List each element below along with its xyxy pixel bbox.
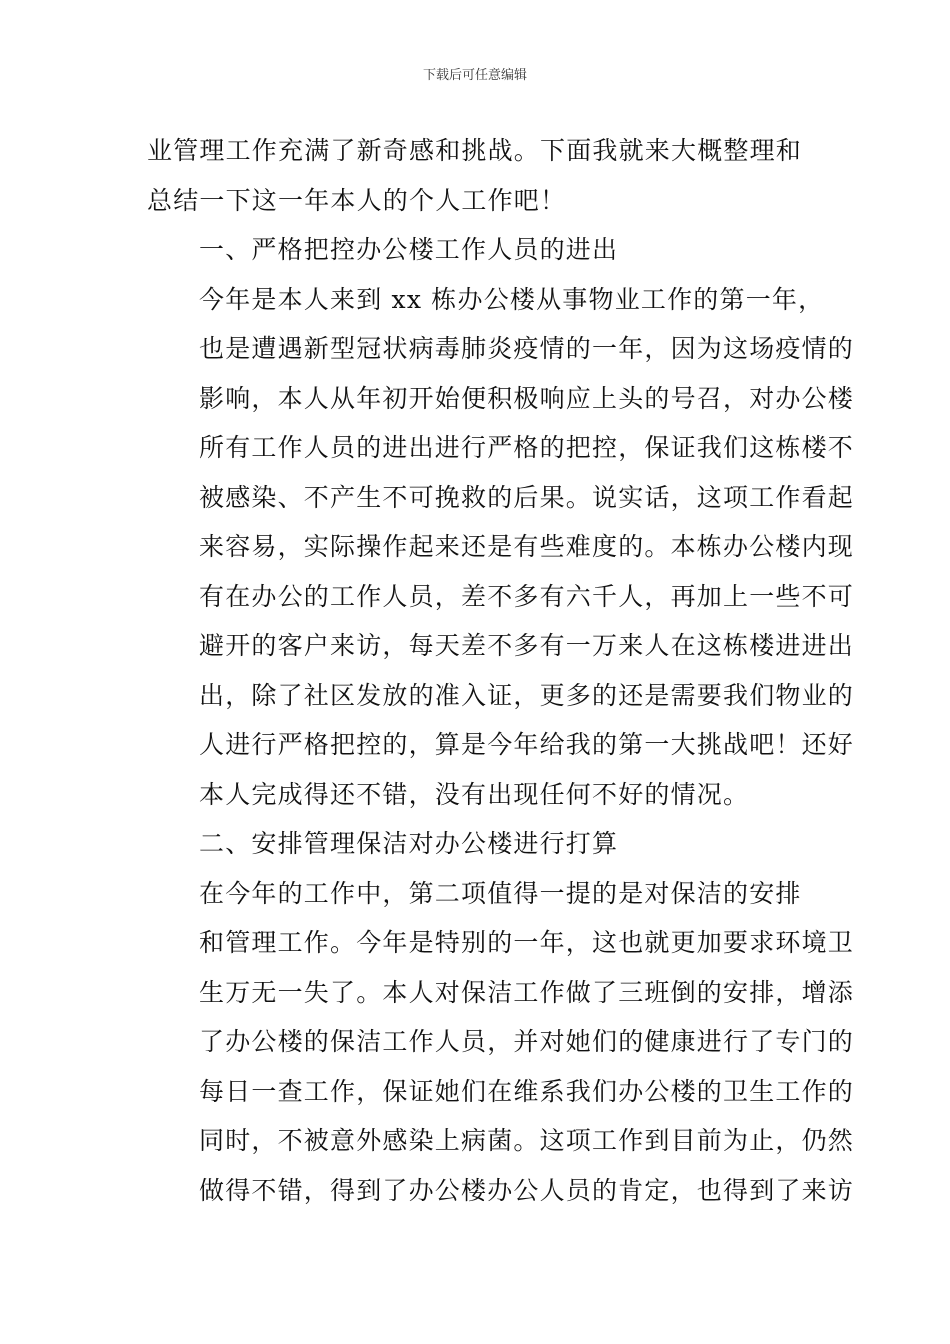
text-line: 来容易，实际操作起来还是有些难度的。本栋办公楼内现: [199, 532, 855, 561]
paragraph: [147, 225, 807, 275]
text-line: 做得不错，得到了办公楼办公人员的肯定，也得到了来访: [199, 1175, 855, 1205]
text-line: 影响，本人从年初开始便积极响应上头的号召，对办公楼: [199, 383, 855, 413]
paragraph: [147, 275, 855, 820]
text-line: 所有工作人员的进出进行严格的把控，保证我们这栋楼不: [199, 433, 855, 462]
text-line: 在今年的工作中，第二项值得一提的是对保洁的安排: [199, 878, 802, 908]
document-body: [147, 126, 855, 1215]
text-line: 有在办公的工作人员，差不多有六千人，再加上一些不可: [199, 581, 855, 611]
text-line: 总结一下这一年本人的个人工作吧！: [147, 185, 567, 215]
text-line: 今年是本人来到 xx 栋办公楼从事物业工作的第一年，: [199, 284, 825, 314]
text-line: 业管理工作充满了新奇感和挑战。下面我就来大概整理和: [147, 136, 803, 165]
text-line: 出，除了社区发放的准入证，更多的还是需要我们物业的: [199, 680, 855, 710]
text-line: 本人完成得还不错，没有出现任何不好的情况。: [199, 779, 750, 809]
page-header-note: 下载后可任意编辑: [422, 68, 527, 83]
paragraph: [147, 819, 807, 869]
text-line: 避开的客户来访，每天差不多有一万来人在这栋楼进进出: [199, 631, 855, 660]
text-line: 和管理工作。今年是特别的一年，这也就更加要求环境卫: [199, 928, 855, 957]
text-line: 也是遭遇新型冠状病毒肺炎疫情的一年，因为这场疫情的: [199, 334, 855, 363]
text-line: 二、安排管理保洁对办公楼进行打算: [199, 829, 619, 858]
text-line: 被感染、不产生不可挽救的后果。说实话，这项工作看起: [199, 482, 855, 512]
text-line: 一、严格把控办公楼工作人员的进出: [199, 235, 619, 264]
text-line: 同时，不被意外感染上病菌。这项工作到目前为止，仍然: [199, 1126, 855, 1155]
text-line: 生万无一失了。本人对保洁工作做了三班倒的安排，增添: [199, 977, 855, 1007]
text-line: 人进行严格把控的，算是今年给我的第一大挑战吧！还好: [199, 730, 855, 759]
text-line: 每日一查工作，保证她们在维系我们办公楼的卫生工作的: [199, 1076, 855, 1106]
paragraph: [147, 126, 807, 225]
text-line: 了办公楼的保洁工作人员，并对她们的健康进行了专门的: [199, 1027, 855, 1056]
paragraph: [147, 869, 855, 1216]
